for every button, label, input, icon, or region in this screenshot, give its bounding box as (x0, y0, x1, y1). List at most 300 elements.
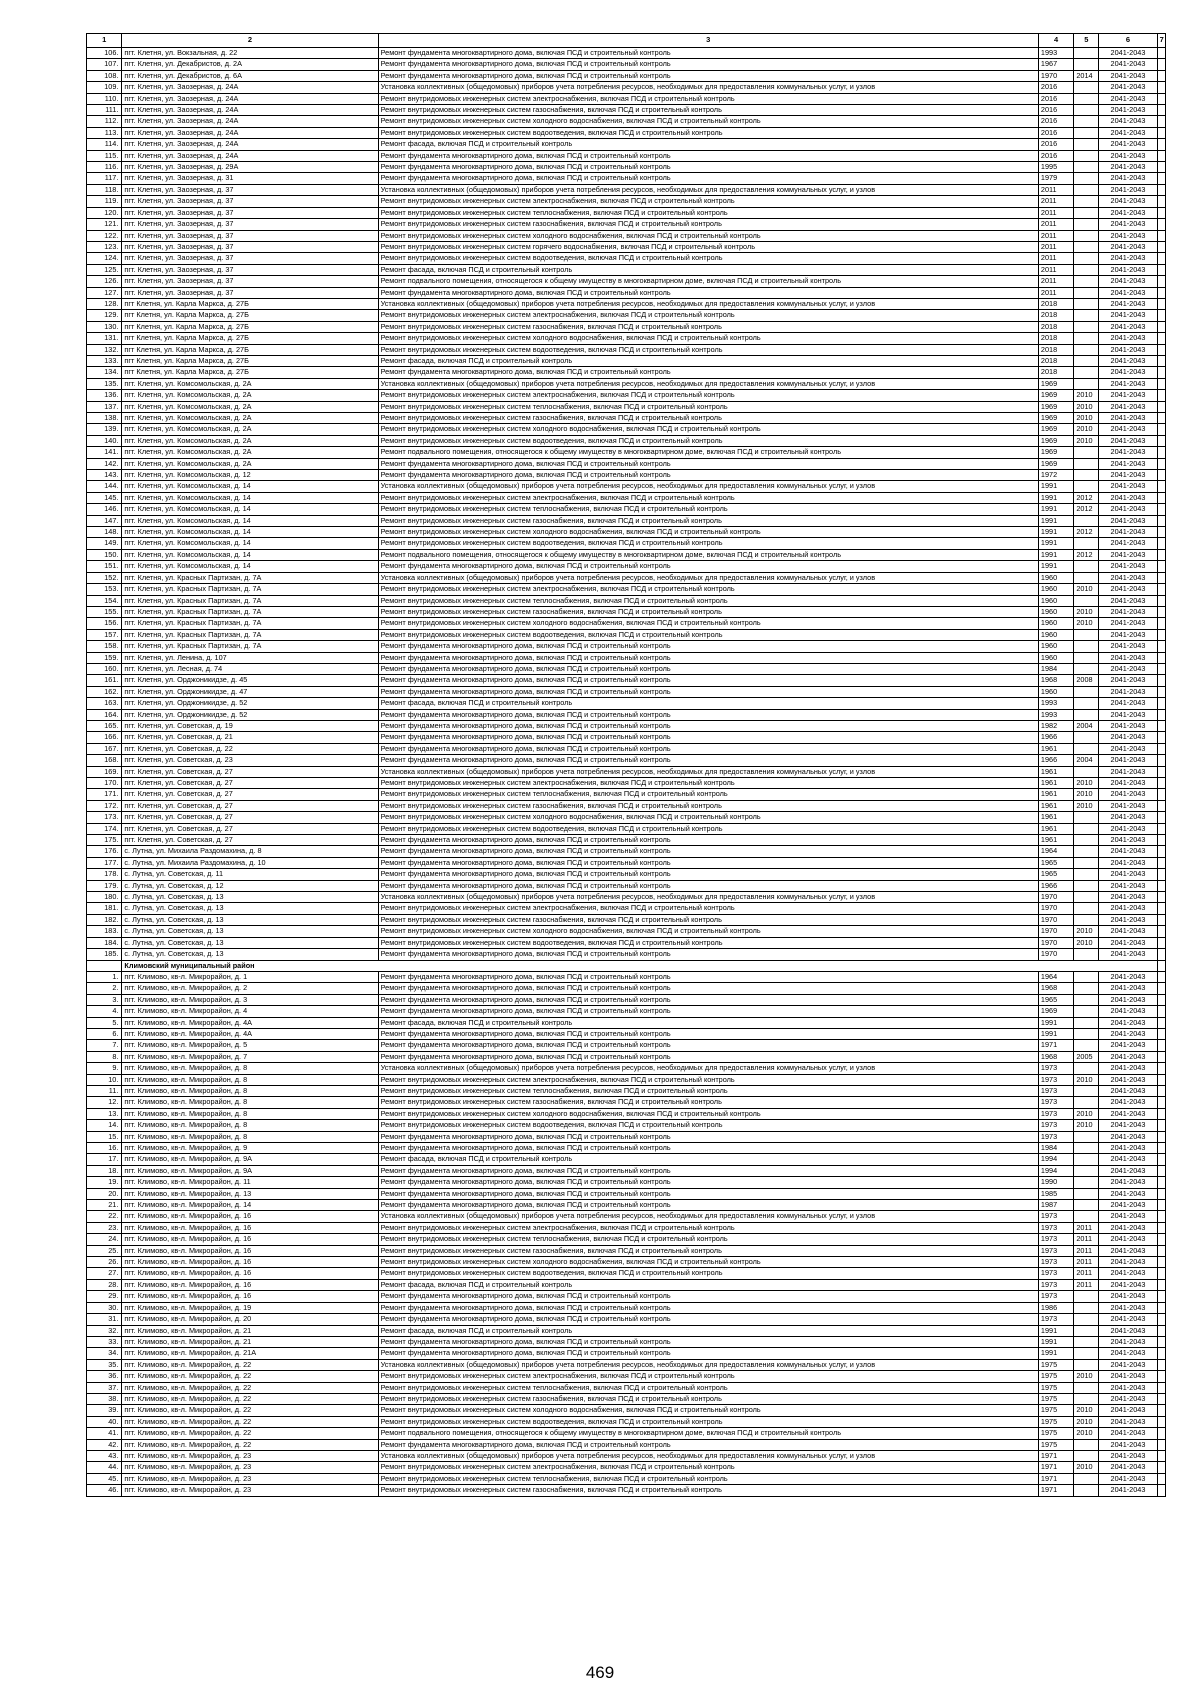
row-number: 181. (87, 903, 122, 914)
address-cell: пгт. Климово, кв-л. Микрорайон, д. 8 (122, 1074, 378, 1085)
blank-cell (1157, 378, 1165, 389)
build-year-cell: 1961 (1038, 778, 1073, 789)
planned-period-cell: 2041-2043 (1099, 994, 1157, 1005)
blank-cell (1157, 1051, 1165, 1062)
table-row (87, 641, 1166, 652)
build-year-cell: 2018 (1038, 355, 1073, 366)
last-repair-year-cell (1074, 572, 1099, 583)
build-year-cell: 1970 (1038, 914, 1073, 925)
row-number: 154. (87, 595, 122, 606)
work-type-cell: Установка коллективных (общедомовых) приборов учета потребления ресурсов, необходимых для предоставления коммунальных услуг, и узлов (378, 82, 1038, 93)
table-row (87, 994, 1166, 1005)
blank-cell (1157, 1428, 1165, 1439)
build-year-cell: 1965 (1038, 857, 1073, 868)
address-cell: с. Лутна, ул. Михаила Раздомахина, д. 8 (122, 846, 378, 857)
planned-period-cell: 2041-2043 (1099, 1450, 1157, 1461)
row-number: 40. (87, 1416, 122, 1427)
planned-period-cell: 2041-2043 (1099, 150, 1157, 161)
table-row (87, 207, 1166, 218)
section-number-cell (87, 960, 122, 971)
row-number: 166. (87, 732, 122, 743)
work-type-cell: Ремонт фасада, включая ПСД и строительный контроль (378, 264, 1038, 275)
planned-period-cell: 2041-2043 (1099, 743, 1157, 754)
build-year-cell: 1969 (1038, 413, 1073, 424)
row-number: 117. (87, 173, 122, 184)
last-repair-year-cell (1074, 1200, 1099, 1211)
row-number: 137. (87, 401, 122, 412)
build-year-cell: 1973 (1038, 1268, 1073, 1279)
work-type-cell: Установка коллективных (общедомовых) приборов учета потребления ресурсов, необходимых для предоставления коммунальных услуг, и узлов (378, 892, 1038, 903)
address-cell: пгт. Климово, кв-л. Микрорайон, д. 23 (122, 1473, 378, 1484)
last-repair-year-cell (1074, 184, 1099, 195)
blank-cell (1157, 276, 1165, 287)
work-type-cell: Ремонт внутридомовых инженерных систем электроснабжения, включая ПСД и строительный контроль (378, 1074, 1038, 1085)
planned-period-cell: 2041-2043 (1099, 1382, 1157, 1393)
table-row (87, 196, 1166, 207)
row-number: 178. (87, 869, 122, 880)
address-cell: пгт. Климово, кв-л. Микрорайон, д. 4А (122, 1028, 378, 1039)
row-number: 106. (87, 48, 122, 59)
row-number: 7. (87, 1040, 122, 1051)
row-number: 153. (87, 584, 122, 595)
build-year-cell: 2011 (1038, 287, 1073, 298)
table-row (87, 355, 1166, 366)
blank-cell (1157, 515, 1165, 526)
planned-period-cell: 2041-2043 (1099, 515, 1157, 526)
work-type-cell: Ремонт фундамента многоквартирного дома, включая ПСД и строительный контроль (378, 1200, 1038, 1211)
planned-period-cell: 2041-2043 (1099, 1154, 1157, 1165)
blank-cell (1157, 1291, 1165, 1302)
address-cell: пгт. Клетня, ул. Орджоникидзе, д. 52 (122, 698, 378, 709)
planned-period-cell: 2041-2043 (1099, 344, 1157, 355)
planned-period-cell: 2041-2043 (1099, 1245, 1157, 1256)
build-year-cell: 1967 (1038, 59, 1073, 70)
table-row (87, 298, 1166, 309)
row-number: 25. (87, 1245, 122, 1256)
address-cell: пгт. Клетня, ул. Комсомольская, д. 14 (122, 481, 378, 492)
row-number: 173. (87, 812, 122, 823)
planned-period-cell: 2041-2043 (1099, 435, 1157, 446)
table-row (87, 59, 1166, 70)
build-year-cell: 1975 (1038, 1371, 1073, 1382)
build-year-cell: 1971 (1038, 1450, 1073, 1461)
table-row (87, 150, 1166, 161)
build-year-cell: 1969 (1038, 447, 1073, 458)
last-repair-year-cell (1074, 230, 1099, 241)
address-cell: пгт. Клетня, ул. Красных Партизан, д. 7А (122, 572, 378, 583)
work-type-cell: Ремонт фундамента многоквартирного дома, включая ПСД и строительный контроль (378, 1040, 1038, 1051)
address-cell: с. Лутна, ул. Михаила Раздомахина, д. 10 (122, 857, 378, 868)
row-number: 34. (87, 1348, 122, 1359)
row-number: 125. (87, 264, 122, 275)
address-cell: пгт. Клетня, ул. Красных Партизан, д. 7А (122, 641, 378, 652)
table-row (87, 1063, 1166, 1074)
row-number: 28. (87, 1279, 122, 1290)
row-number: 109. (87, 82, 122, 93)
address-cell: пгт. Клетня, ул. Заозерная, д. 37 (122, 264, 378, 275)
planned-period-cell: 2041-2043 (1099, 1131, 1157, 1142)
table-row (87, 1325, 1166, 1336)
table-row (87, 1359, 1166, 1370)
row-number: 130. (87, 321, 122, 332)
table-row (87, 367, 1166, 378)
table-row (87, 629, 1166, 640)
table-row (87, 1382, 1166, 1393)
row-number: 129. (87, 310, 122, 321)
blank-cell (1157, 150, 1165, 161)
table-row (87, 971, 1166, 982)
build-year-cell: 1970 (1038, 892, 1073, 903)
work-type-cell: Ремонт фундамента многоквартирного дома, включая ПСД и строительный контроль (378, 150, 1038, 161)
row-number: 1. (87, 971, 122, 982)
address-cell: пгт. Климово, кв-л. Микрорайон, д. 22 (122, 1405, 378, 1416)
planned-period-cell: 2041-2043 (1099, 857, 1157, 868)
address-cell: с. Лутна, ул. Советская, д. 12 (122, 880, 378, 891)
table-row (87, 1416, 1166, 1427)
last-repair-year-cell: 2010 (1074, 1462, 1099, 1473)
blank-cell (1157, 1382, 1165, 1393)
planned-period-cell: 2041-2043 (1099, 1063, 1157, 1074)
row-number: 135. (87, 378, 122, 389)
address-cell: с. Лутна, ул. Советская, д. 13 (122, 892, 378, 903)
build-year-cell: 1960 (1038, 584, 1073, 595)
work-type-cell: Установка коллективных (общедомовых) приборов учета потребления ресурсов, необходимых для предоставления коммунальных услуг, и узлов (378, 1063, 1038, 1074)
build-year-cell: 1960 (1038, 572, 1073, 583)
address-cell: пгт. Клетня, ул. Заозерная, д. 37 (122, 230, 378, 241)
blank-cell (1157, 321, 1165, 332)
last-repair-year-cell (1074, 310, 1099, 321)
blank-cell (1157, 481, 1165, 492)
planned-period-cell: 2041-2043 (1099, 139, 1157, 150)
build-year-cell: 1975 (1038, 1416, 1073, 1427)
address-cell: пгт. Клетня, ул. Заозерная, д. 37 (122, 253, 378, 264)
blank-cell (1157, 572, 1165, 583)
table-row (87, 778, 1166, 789)
table-row (87, 1428, 1166, 1439)
build-year-cell: 2018 (1038, 367, 1073, 378)
table-row (87, 892, 1166, 903)
build-year-cell: 1961 (1038, 823, 1073, 834)
blank-cell (1157, 1245, 1165, 1256)
work-type-cell: Ремонт фундамента многоквартирного дома, включая ПСД и строительный контроль (378, 367, 1038, 378)
build-year-cell: 1973 (1038, 1120, 1073, 1131)
last-repair-year-cell (1074, 1063, 1099, 1074)
address-cell: пгт Клетня, ул. Карла Маркса, д. 27Б (122, 298, 378, 309)
build-year-cell: 1975 (1038, 1393, 1073, 1404)
row-number: 179. (87, 880, 122, 891)
table-row (87, 1177, 1166, 1188)
address-cell: пгт. Клетня, ул. Заозерная, д. 37 (122, 276, 378, 287)
last-repair-year-cell (1074, 59, 1099, 70)
address-cell: пгт. Климово, кв-л. Микрорайон, д. 23 (122, 1485, 378, 1496)
row-number: 182. (87, 914, 122, 925)
address-cell: пгт. Клетня, ул. Советская, д. 27 (122, 766, 378, 777)
build-year-cell: 1991 (1038, 538, 1073, 549)
work-type-cell: Ремонт фундамента многоквартирного дома, включая ПСД и строительный контроль (378, 59, 1038, 70)
planned-period-cell: 2041-2043 (1099, 367, 1157, 378)
address-cell: пгт. Климово, кв-л. Микрорайон, д. 16 (122, 1291, 378, 1302)
row-number: 180. (87, 892, 122, 903)
table-row (87, 1120, 1166, 1131)
address-cell: пгт. Клетня, ул. Лесная, д. 74 (122, 663, 378, 674)
blank-cell (1157, 1268, 1165, 1279)
last-repair-year-cell (1074, 823, 1099, 834)
table-row (87, 549, 1166, 560)
build-year-cell: 1960 (1038, 618, 1073, 629)
last-repair-year-cell: 2010 (1074, 584, 1099, 595)
last-repair-year-cell: 2012 (1074, 527, 1099, 538)
build-year-cell: 1969 (1038, 435, 1073, 446)
row-number: 6. (87, 1028, 122, 1039)
planned-period-cell: 2041-2043 (1099, 549, 1157, 560)
row-number: 127. (87, 287, 122, 298)
row-number: 112. (87, 116, 122, 127)
table-row (87, 1188, 1166, 1199)
address-cell: пгт. Климово, кв-л. Микрорайон, д. 8 (122, 1097, 378, 1108)
last-repair-year-cell: 2012 (1074, 492, 1099, 503)
table-row (87, 663, 1166, 674)
build-year-cell: 2011 (1038, 230, 1073, 241)
header-cell: 1 (87, 34, 122, 48)
table-row (87, 835, 1166, 846)
planned-period-cell: 2041-2043 (1099, 538, 1157, 549)
build-year-cell: 1973 (1038, 1279, 1073, 1290)
blank-cell (1157, 937, 1165, 948)
build-year-cell: 1970 (1038, 926, 1073, 937)
build-year-cell: 2016 (1038, 127, 1073, 138)
planned-period-cell: 2041-2043 (1099, 504, 1157, 515)
blank-cell (1157, 869, 1165, 880)
build-year-cell: 1973 (1038, 1257, 1073, 1268)
work-type-cell: Ремонт внутридомовых инженерных систем электроснабжения, включая ПСД и строительный контроль (378, 903, 1038, 914)
row-number: 149. (87, 538, 122, 549)
table-row (87, 800, 1166, 811)
work-type-cell: Ремонт внутридомовых инженерных систем теплоснабжения, включая ПСД и строительный контроль (378, 1085, 1038, 1096)
last-repair-year-cell (1074, 276, 1099, 287)
blank-cell (1157, 561, 1165, 572)
work-type-cell: Ремонт фундамента многоквартирного дома, включая ПСД и строительный контроль (378, 1291, 1038, 1302)
blank-cell (1157, 618, 1165, 629)
table-row (87, 504, 1166, 515)
work-type-cell: Ремонт внутридомовых инженерных систем холодного водоснабжения, включая ПСД и строительный контроль (378, 1108, 1038, 1119)
planned-period-cell: 2041-2043 (1099, 1097, 1157, 1108)
address-cell: пгт. Климово, кв-л. Микрорайон, д. 22 (122, 1428, 378, 1439)
planned-period-cell: 2041-2043 (1099, 276, 1157, 287)
blank-cell (1157, 105, 1165, 116)
last-repair-year-cell (1074, 629, 1099, 640)
row-number: 161. (87, 675, 122, 686)
last-repair-year-cell: 2012 (1074, 549, 1099, 560)
planned-period-cell: 2041-2043 (1099, 618, 1157, 629)
build-year-cell: 1960 (1038, 652, 1073, 663)
last-repair-year-cell: 2011 (1074, 1279, 1099, 1290)
last-repair-year-cell (1074, 1165, 1099, 1176)
planned-period-cell: 2041-2043 (1099, 720, 1157, 731)
blank-cell (1157, 892, 1165, 903)
table-row (87, 1439, 1166, 1450)
last-repair-year-cell (1074, 105, 1099, 116)
row-number: 144. (87, 481, 122, 492)
last-repair-year-cell (1074, 1154, 1099, 1165)
planned-period-cell: 2041-2043 (1099, 401, 1157, 412)
blank-cell (1157, 629, 1165, 640)
last-repair-year-cell (1074, 880, 1099, 891)
work-type-cell: Ремонт фундамента многоквартирного дома, включая ПСД и строительный контроль (378, 470, 1038, 481)
table-row (87, 538, 1166, 549)
build-year-cell: 1990 (1038, 1177, 1073, 1188)
address-cell: пгт. Климово, кв-л. Микрорайон, д. 8 (122, 1085, 378, 1096)
blank-cell (1157, 698, 1165, 709)
build-year-cell: 1991 (1038, 549, 1073, 560)
table-row (87, 1006, 1166, 1017)
table-row (87, 686, 1166, 697)
row-number: 19. (87, 1177, 122, 1188)
table-row (87, 1108, 1166, 1119)
build-year-cell: 1972 (1038, 470, 1073, 481)
last-repair-year-cell: 2014 (1074, 70, 1099, 81)
planned-period-cell: 2041-2043 (1099, 310, 1157, 321)
table-row (87, 1165, 1166, 1176)
last-repair-year-cell (1074, 949, 1099, 960)
address-cell: пгт. Клетня, ул. Комсомольская, д. 14 (122, 504, 378, 515)
work-type-cell: Ремонт фундамента многоквартирного дома, включая ПСД и строительный контроль (378, 70, 1038, 81)
planned-period-cell: 2041-2043 (1099, 641, 1157, 652)
address-cell: пгт. Клетня, ул. Советская, д. 23 (122, 755, 378, 766)
blank-cell (1157, 1177, 1165, 1188)
document-table-container (86, 33, 1166, 1497)
planned-period-cell: 2041-2043 (1099, 1462, 1157, 1473)
address-cell: пгт. Клетня, ул. Заозерная, д. 24А (122, 105, 378, 116)
address-cell: пгт. Климово, кв-л. Микрорайон, д. 1 (122, 971, 378, 982)
build-year-cell: 1960 (1038, 686, 1073, 697)
last-repair-year-cell (1074, 1382, 1099, 1393)
address-cell: пгт. Климово, кв-л. Микрорайон, д. 16 (122, 1222, 378, 1233)
last-repair-year-cell (1074, 173, 1099, 184)
planned-period-cell: 2041-2043 (1099, 1485, 1157, 1496)
build-year-cell: 2018 (1038, 344, 1073, 355)
last-repair-year-cell (1074, 595, 1099, 606)
table-row (87, 127, 1166, 138)
last-repair-year-cell: 2010 (1074, 789, 1099, 800)
blank-cell (1157, 447, 1165, 458)
address-cell: пгт. Клетня, ул. Комсомольская, д. 2А (122, 378, 378, 389)
row-number: 45. (87, 1473, 122, 1484)
address-cell: пгт. Клетня, ул. Советская, д. 27 (122, 789, 378, 800)
last-repair-year-cell: 2012 (1074, 504, 1099, 515)
row-number: 163. (87, 698, 122, 709)
row-number: 134. (87, 367, 122, 378)
table-row (87, 914, 1166, 925)
build-year-cell: 1973 (1038, 1108, 1073, 1119)
build-year-cell: 1969 (1038, 424, 1073, 435)
build-year-cell: 1973 (1038, 1234, 1073, 1245)
address-cell: пгт. Клетня, ул. Комсомольская, д. 14 (122, 538, 378, 549)
planned-period-cell: 2041-2043 (1099, 184, 1157, 195)
blank-cell (1157, 390, 1165, 401)
blank-cell (1157, 994, 1165, 1005)
blank-cell (1157, 1405, 1165, 1416)
planned-period-cell: 2041-2043 (1099, 755, 1157, 766)
table-row (87, 1257, 1166, 1268)
blank-cell (1157, 584, 1165, 595)
row-number: 170. (87, 778, 122, 789)
build-year-cell: 1973 (1038, 1074, 1073, 1085)
address-cell: пгт. Клетня, ул. Красных Партизан, д. 7А (122, 606, 378, 617)
build-year-cell: 2016 (1038, 116, 1073, 127)
row-number: 37. (87, 1382, 122, 1393)
last-repair-year-cell (1074, 1291, 1099, 1302)
table-row (87, 93, 1166, 104)
table-row (87, 1200, 1166, 1211)
build-year-cell: 1964 (1038, 846, 1073, 857)
address-cell: пгт Клетня, ул. Карла Маркса, д. 27Б (122, 355, 378, 366)
planned-period-cell: 2041-2043 (1099, 1017, 1157, 1028)
planned-period-cell: 2041-2043 (1099, 162, 1157, 173)
build-year-cell: 1979 (1038, 173, 1073, 184)
blank-cell (1157, 401, 1165, 412)
work-type-cell: Ремонт фундамента многоквартирного дома, включая ПСД и строительный контроль (378, 663, 1038, 674)
planned-period-cell: 2041-2043 (1099, 937, 1157, 948)
address-cell: с. Лутна, ул. Советская, д. 13 (122, 949, 378, 960)
work-type-cell: Ремонт внутридомовых инженерных систем водоотведения, включая ПСД и строительный контроль (378, 435, 1038, 446)
address-cell: пгт. Клетня, ул. Декабристов, д. 6А (122, 70, 378, 81)
work-type-cell: Ремонт фундамента многоквартирного дома, включая ПСД и строительный контроль (378, 48, 1038, 59)
address-cell: пгт. Клетня, ул. Заозерная, д. 24А (122, 127, 378, 138)
last-repair-year-cell (1074, 857, 1099, 868)
blank-cell (1157, 230, 1165, 241)
build-year-cell: 1970 (1038, 937, 1073, 948)
last-repair-year-cell: 2011 (1074, 1257, 1099, 1268)
last-repair-year-cell (1074, 355, 1099, 366)
table-row (87, 903, 1166, 914)
planned-period-cell: 2041-2043 (1099, 355, 1157, 366)
build-year-cell: 1960 (1038, 629, 1073, 640)
row-number: 176. (87, 846, 122, 857)
planned-period-cell: 2041-2043 (1099, 595, 1157, 606)
last-repair-year-cell (1074, 1085, 1099, 1096)
planned-period-cell: 2041-2043 (1099, 333, 1157, 344)
work-type-cell: Ремонт внутридомовых инженерных систем холодного водоснабжения, включая ПСД и строительный контроль (378, 1257, 1038, 1268)
row-number: 152. (87, 572, 122, 583)
work-type-cell: Ремонт фасада, включая ПСД и строительный контроль (378, 355, 1038, 366)
table-row (87, 606, 1166, 617)
address-cell: пгт. Клетня, ул. Орджоникидзе, д. 47 (122, 686, 378, 697)
address-cell: пгт. Клетня, ул. Советская, д. 27 (122, 778, 378, 789)
row-number: 177. (87, 857, 122, 868)
work-type-cell: Ремонт фундамента многоквартирного дома, включая ПСД и строительный контроль (378, 1336, 1038, 1347)
planned-period-cell: 2041-2043 (1099, 1279, 1157, 1290)
planned-period-cell: 2041-2043 (1099, 732, 1157, 743)
planned-period-cell: 2041-2043 (1099, 663, 1157, 674)
last-repair-year-cell: 2010 (1074, 937, 1099, 948)
address-cell: пгт. Климово, кв-л. Микрорайон, д. 16 (122, 1211, 378, 1222)
row-number: 33. (87, 1336, 122, 1347)
table-row (87, 698, 1166, 709)
row-number: 24. (87, 1234, 122, 1245)
build-year-cell: 1975 (1038, 1382, 1073, 1393)
build-year-cell: 1993 (1038, 698, 1073, 709)
row-number: 160. (87, 663, 122, 674)
build-year-cell: 1969 (1038, 1006, 1073, 1017)
work-type-cell: Ремонт внутридомовых инженерных систем водоотведения, включая ПСД и строительный контроль (378, 344, 1038, 355)
address-cell: пгт. Климово, кв-л. Микрорайон, д. 22 (122, 1439, 378, 1450)
planned-period-cell: 2041-2043 (1099, 800, 1157, 811)
planned-period-cell: 2041-2043 (1099, 675, 1157, 686)
row-number: 169. (87, 766, 122, 777)
blank-cell (1157, 219, 1165, 230)
table-row (87, 789, 1166, 800)
last-repair-year-cell: 2005 (1074, 1051, 1099, 1062)
